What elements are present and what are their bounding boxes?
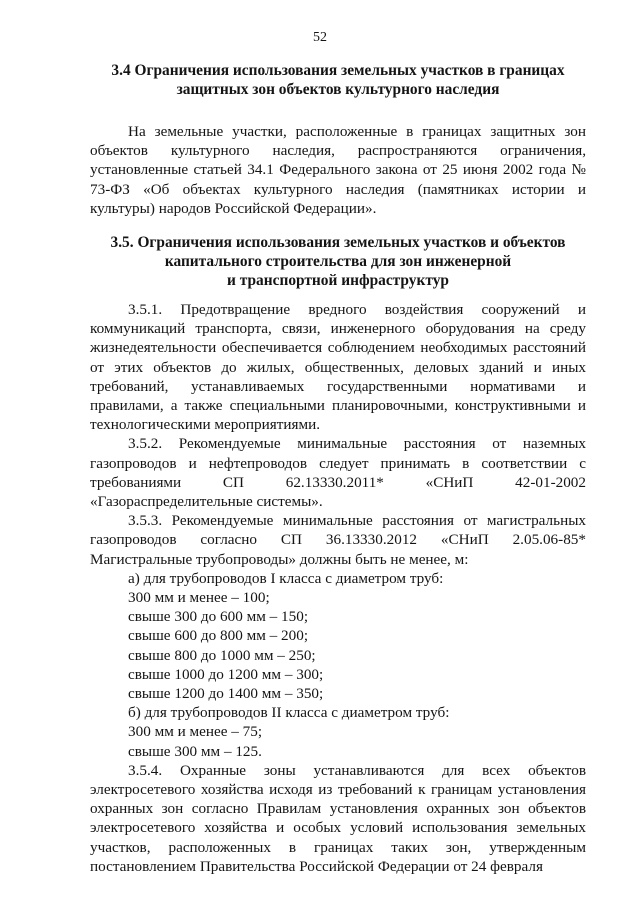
section-3-4-heading-line1: 3.4 Ограничения использования земельных участков в границах	[111, 62, 565, 79]
page-number: 52	[313, 30, 327, 45]
paragraph-3-5-4: 3.5.4. Охранные зоны устанавливаются для всех объектов электросетевого хозяйства исходя из требований к границам установления охранных зон согласно Правилам установления охранных зон объектов электросетевого хозяйства и особых условий использования земельных участков, расположенных в границах таких зон, утвержденным постановлением Правительства Российской Федерации от 24 февраля	[90, 761, 586, 875]
list-item: свыше 600 до 800 мм – 200;	[128, 627, 309, 645]
list-item: свыше 1000 до 1200 мм – 300;	[128, 665, 324, 683]
section-3-5-heading-line3: и транспортной инфраструктур	[227, 272, 449, 289]
paragraph-3-5-1: 3.5.1. Предотвращение вредного воздействия сооружений и коммуникаций транспорта, связи, инженерного оборудования на среду жизнедеятельности обеспечивается соблюдением необходимых расстояний от этих объектов до жилых, общественных, деловых зданий и иных требований, устанавливаемых государственными нормативами и правилами, а также специальными планировочными, конструктивными и технологическими мероприятиями.	[90, 301, 586, 434]
section-3-5-body	[90, 300, 586, 876]
section-3-4-heading	[90, 61, 586, 99]
list-item: свыше 300 до 600 мм – 150;	[128, 608, 309, 626]
section-3-5-heading	[90, 233, 586, 290]
list-item: б) для трубопроводов II класса с диаметром труб:	[128, 704, 450, 722]
paragraph-3-5-3: 3.5.3. Рекомендуемые минимальные расстояния от магистральных газопроводов согласно СП 36.13330.2012 «СНиП 2.05.06-85* Магистральные трубопроводы» должны быть не менее, м:	[90, 512, 586, 568]
list-item: а) для трубопроводов I класса с диаметром труб:	[128, 569, 444, 587]
list-item: 300 мм и менее – 100;	[128, 589, 270, 607]
section-3-5-heading-line2: капитального строительства для зон инженерной	[164, 253, 512, 270]
list-item: свыше 800 до 1000 мм – 250;	[128, 646, 316, 664]
paragraph-3-5-2: 3.5.2. Рекомендуемые минимальные расстояния от наземных газопроводов и нефтепроводов следует принимать в соответствии с требованиями СП 62.13330.2011* «СНиП 42-01-2002 «Газораспределительные системы».	[90, 435, 586, 511]
section-3-4-heading-line2: защитных зон объектов культурного наследия	[176, 81, 500, 98]
section-3-5-heading-line1: 3.5. Ограничения использования земельных участков и объектов	[110, 234, 566, 251]
list-item: свыше 1200 до 1400 мм – 350;	[128, 685, 324, 703]
list-item: свыше 300 мм – 125.	[128, 742, 262, 760]
list-item: 300 мм и менее – 75;	[128, 723, 263, 741]
section-3-4-paragraph: На земельные участки, расположенные в границах защитных зон объектов культурного наследия, распространяются ограничения, установленные статьей 34.1 Федерального закона от 25 июня 2002 года № 73-ФЗ «Об объектах культурного наследия (памятниках истории и культуры) народов Российской Федерации».	[90, 123, 586, 217]
